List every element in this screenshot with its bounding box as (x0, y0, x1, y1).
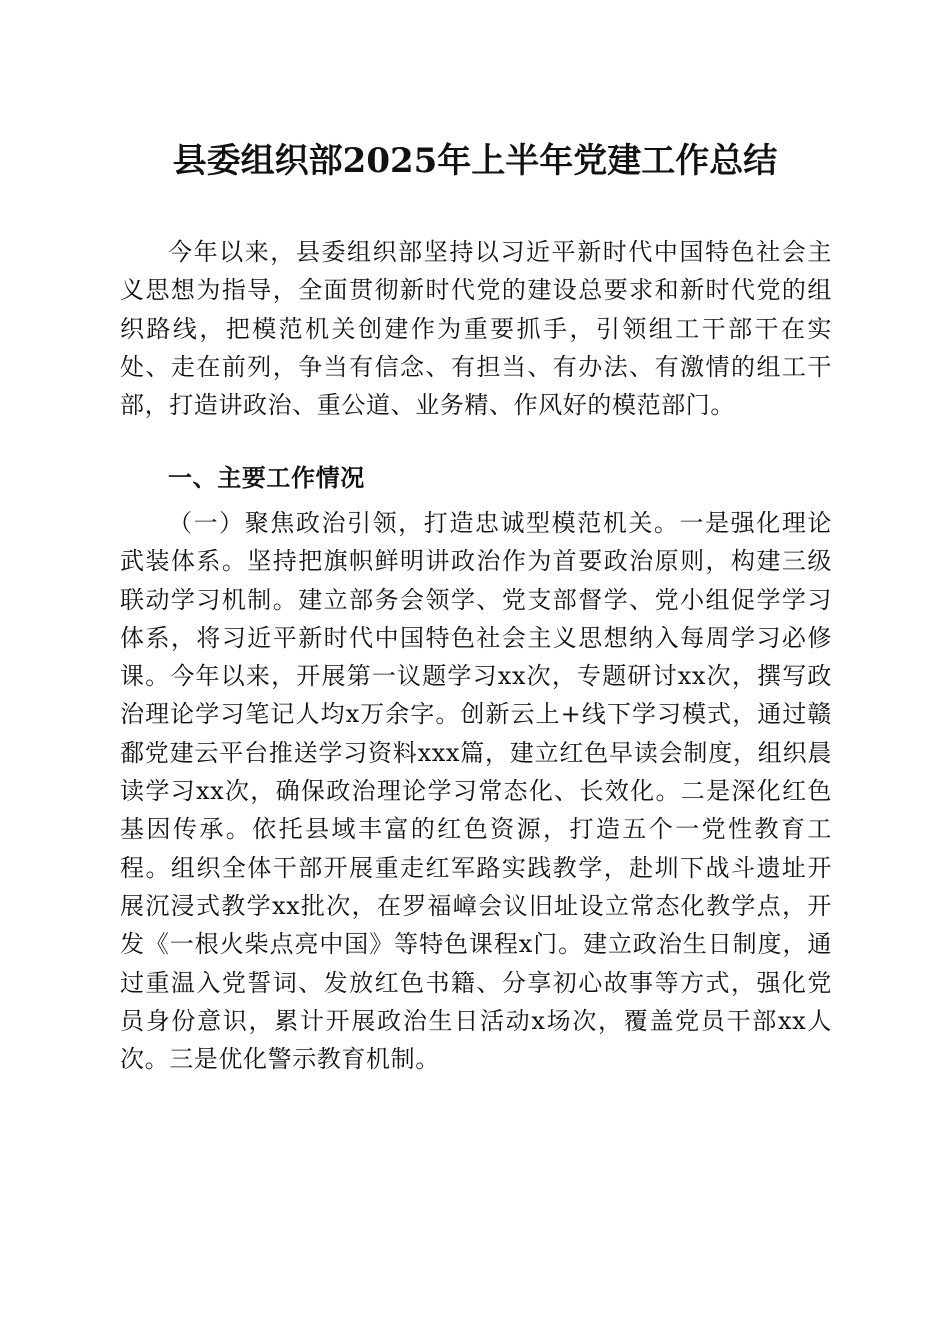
body-paragraph: （一）聚焦政治引领，打造忠诚型模范机关。一是强化理论武装体系。坚持把旗帜鲜明讲政治作为首要政治原则，构建三级联动学习机制。建立部务会领学、党支部督学、党小组促学学习体系，将习近平新时代中国特色社会主义思想纳入每周学习必修课。今年以来，开展第一议题学习xx次，专题研讨xx次，撰写政治理论学习笔记人均x万余字。创新云上+线下学习模式，通过赣鄱党建云平台推送学习资料xxx篇，建立红色早读会制度，组织晨读学习xx次，确保政治理论学习常态化、长效化。二是深化红色基因传承。依托县域丰富的红色资源，打造五个一党性教育工程。组织全体干部开展重走红军路实践教学，赴圳下战斗遗址开展沉浸式教学xx批次，在罗福嶂会议旧址设立常态化教学点，开发《一根火柴点亮中国》等特色课程x门。建立政治生日制度，通过重温入党誓词、发放红色书籍、分享初心故事等方式，强化党员身份意识，累计开展政治生日活动x场次，覆盖党员干部xx人次。三是优化警示教育机制。 (120, 509, 832, 1074)
section-heading: 一、主要工作情况 (168, 464, 365, 492)
document-title: 县委组织部2025年上半年党建工作总结 (172, 141, 778, 181)
intro-paragraph: 今年以来，县委组织部坚持以习近平新时代中国特色社会主义思想为指导，全面贯彻新时代党的建设总要求和新时代党的组织路线，把模范机关创建作为重要抓手，引领组工干部干在实处、走在前列，争当有信念、有担当、有办法、有激情的组工干部，打造讲政治、重公道、业务精、作风好的模范部门。 (120, 238, 832, 420)
